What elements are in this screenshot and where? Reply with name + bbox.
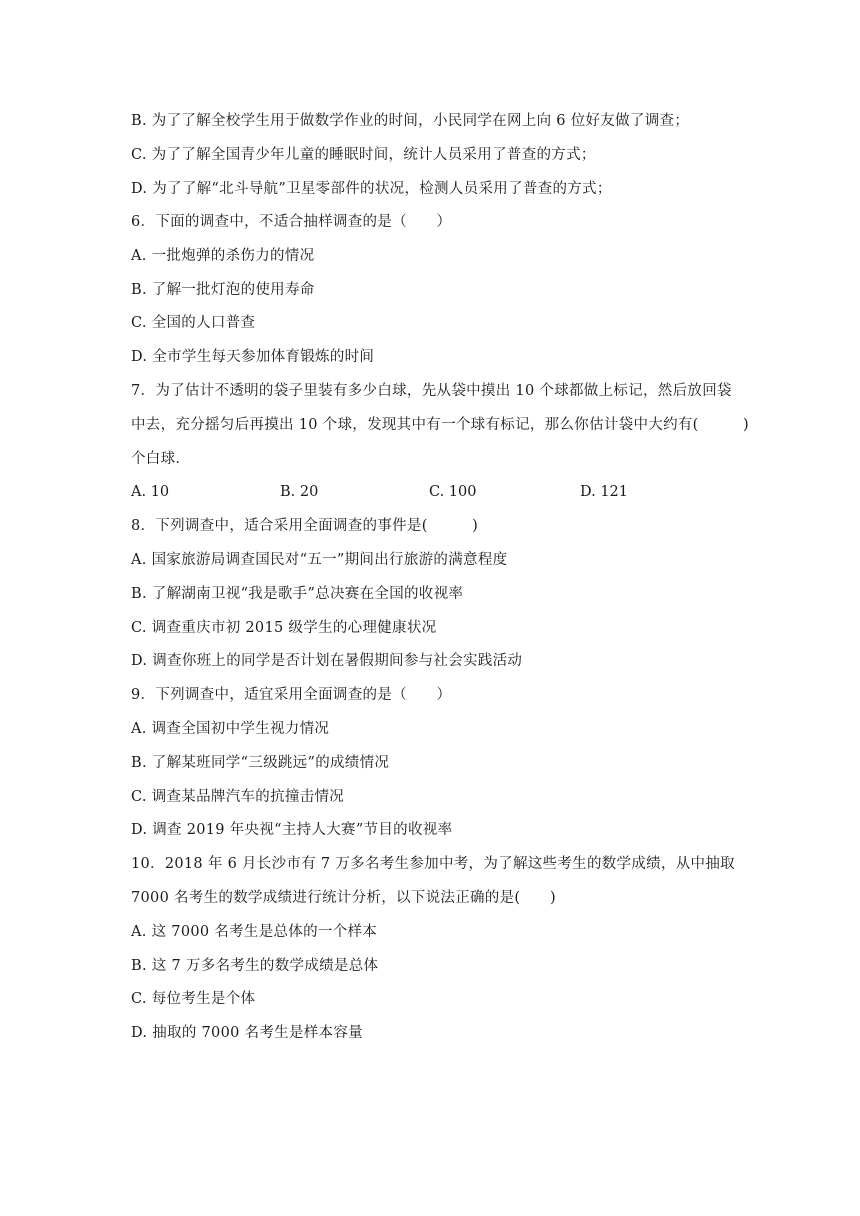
- q7-option-d: D. 121: [580, 484, 629, 500]
- q7-stem-line3: 个白球．: [131, 451, 191, 467]
- q10-stem-line1: 10．2018 年 6 月长沙市有 7 万多名考生参加中考，为了解这些考生的数学成绩，从中抽取: [131, 856, 735, 872]
- q9-option-b: B. 了解某班同学“三级跳远”的成绩情况: [131, 755, 390, 771]
- q6-option-d: D. 全市学生每天参加体育锻炼的时间: [131, 349, 375, 365]
- q8-option-d: D. 调查你班上的同学是否计划在暑假期间参与社会实践活动: [131, 653, 523, 669]
- q9-option-a: A. 调查全国初中学生视力情况: [131, 721, 330, 737]
- q6-option-c: C. 全国的人口普查: [131, 315, 256, 331]
- q7-stem-line1: 7．为了估计不透明的袋子里装有多少白球，先从袋中摸出 10 个球都做上标记，然后放回袋: [131, 383, 732, 399]
- q9-option-d: D. 调查 2019 年央视“主持人大赛”节目的收视率: [131, 822, 453, 838]
- q7-option-b: B. 20: [280, 484, 319, 500]
- q5-option-c: C. 为了了解全国青少年儿童的睡眠时间，统计人员采用了普查的方式；: [131, 147, 596, 163]
- q9-stem: 9．下列调查中，适宜采用全面调查的是（ ）: [131, 687, 452, 703]
- q8-option-a: A. 国家旅游局调查国民对“五一”期间出行旅游的满意程度: [131, 552, 508, 568]
- q8-option-c: C. 调查重庆市初 2015 级学生的心理健康状况: [131, 620, 437, 636]
- q6-stem: 6．下面的调查中，不适合抽样调查的是（ ）: [131, 214, 452, 230]
- q5-option-b: B. 为了了解全校学生用于做数学作业的时间，小民同学在网上向 6 位好友做了调查；: [131, 113, 690, 129]
- q7-option-a: A. 10: [131, 484, 170, 500]
- q7-option-c: C. 100: [429, 484, 477, 500]
- q10-option-b: B. 这 7 万多名考生的数学成绩是总体: [131, 958, 379, 974]
- q10-stem-line2: 7000 名考生的数学成绩进行统计分析，以下说法正确的是( ): [131, 890, 556, 906]
- q6-option-a: A. 一批炮弹的杀伤力的情况: [131, 248, 315, 264]
- q7-stem-line2: 中去，充分摇匀后再摸出 10 个球，发现其中有一个球有标记，那么你估计袋中大约有( ): [131, 417, 749, 433]
- q10-option-a: A. 这 7000 名考生是总体的一个样本: [131, 924, 378, 940]
- q5-option-d: D. 为了了解“北斗导航”卫星零部件的状况，检测人员采用了普查的方式；: [131, 181, 612, 197]
- q10-option-c: C. 每位考生是个体: [131, 991, 256, 1007]
- q8-option-b: B. 了解湖南卫视“我是歌手”总决赛在全国的收视率: [131, 586, 464, 602]
- q9-option-c: C. 调查某品牌汽车的抗撞击情况: [131, 789, 345, 805]
- q8-stem: 8．下列调查中，适合采用全面调查的事件是( ): [131, 518, 479, 534]
- q10-option-d: D. 抽取的 7000 名考生是样本容量: [131, 1025, 363, 1041]
- q6-option-b: B. 了解一批灯泡的使用寿命: [131, 282, 315, 298]
